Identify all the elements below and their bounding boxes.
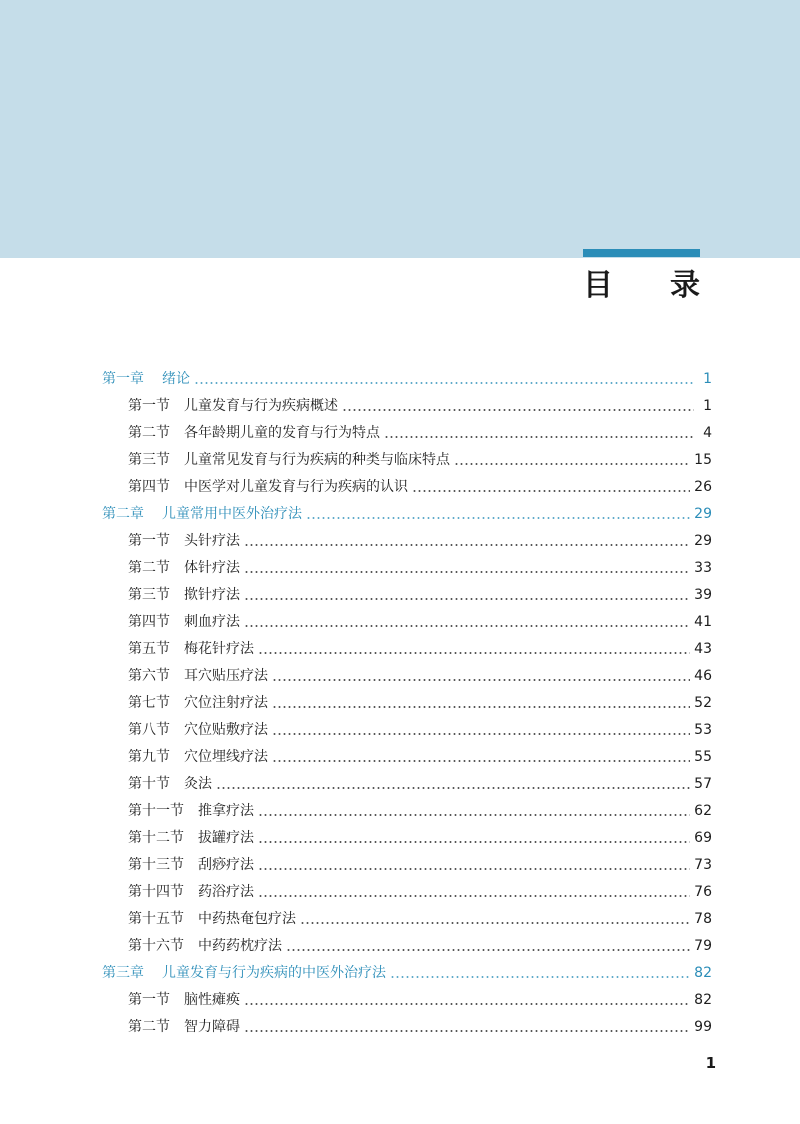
toc-dot-leader	[272, 706, 690, 708]
toc-dot-leader	[244, 1003, 690, 1005]
toc-section-row[interactable]	[128, 448, 712, 472]
toc-entry-page: 41	[694, 614, 712, 630]
toc-entry-title: 儿童常见发育与行为疾病的种类与临床特点	[184, 452, 450, 468]
toc-entry-number: 第二节	[128, 425, 170, 441]
toc-section-row[interactable]	[128, 475, 712, 499]
toc-entry-page: 29	[694, 533, 712, 549]
toc-entry-title: 灸法	[184, 776, 212, 792]
toc-entry-title: 儿童常用中医外治疗法	[162, 506, 302, 522]
toc-entry-page: 82	[694, 965, 712, 981]
toc-entry-title: 中药药枕疗法	[198, 938, 282, 954]
toc-dot-leader	[244, 544, 690, 546]
page-number: 1	[705, 1054, 716, 1072]
toc-section-row[interactable]	[128, 934, 712, 958]
toc-entry-page: 69	[694, 830, 712, 846]
toc-entry-number: 第四节	[128, 614, 170, 630]
toc-entry-number: 第九节	[128, 749, 170, 765]
toc-entry-number: 第一节	[128, 533, 170, 549]
toc-entry-number: 第十五节	[128, 911, 184, 927]
toc-section-row[interactable]	[128, 394, 712, 418]
toc-section-row[interactable]	[128, 421, 712, 445]
toc-dot-leader	[258, 868, 690, 870]
toc-dot-leader	[258, 895, 690, 897]
toc-entry-number: 第三章	[102, 965, 144, 981]
toc-entry-page: 1	[703, 371, 712, 387]
toc-section-row[interactable]	[128, 718, 712, 742]
toc-entry-number: 第七节	[128, 695, 170, 711]
toc-chapter-row[interactable]	[102, 367, 712, 391]
toc-entry-page: 43	[694, 641, 712, 657]
toc-entry-page: 82	[694, 992, 712, 1008]
toc-entry-number: 第十节	[128, 776, 170, 792]
toc-entry-number: 第一节	[128, 398, 170, 414]
toc-dot-leader	[258, 814, 690, 816]
toc-entry-title: 儿童发育与行为疾病概述	[184, 398, 338, 414]
toc-section-row[interactable]	[128, 880, 712, 904]
toc-entry-page: 1	[703, 398, 712, 414]
toc-entry-page: 4	[703, 425, 712, 441]
toc-entry-title: 药浴疗法	[198, 884, 254, 900]
title-char-1: 目	[583, 268, 613, 303]
toc-section-row[interactable]	[128, 745, 712, 769]
toc-dot-leader	[342, 409, 694, 411]
header-banner	[0, 0, 800, 258]
toc-entry-number: 第六节	[128, 668, 170, 684]
toc-entry-page: 46	[694, 668, 712, 684]
toc-entry-title: 刮痧疗法	[198, 857, 254, 873]
toc-entry-page: 52	[694, 695, 712, 711]
toc-section-row[interactable]	[128, 610, 712, 634]
toc-section-row[interactable]	[128, 988, 712, 1012]
toc-entry-title: 中医学对儿童发育与行为疾病的认识	[184, 479, 408, 495]
toc-entry-title: 中药热奄包疗法	[198, 911, 296, 927]
toc-dot-leader	[286, 949, 690, 951]
toc-dot-leader	[244, 598, 690, 600]
toc-dot-leader	[390, 976, 690, 978]
toc-entry-number: 第二章	[102, 506, 144, 522]
toc-entry-title: 刺血疗法	[184, 614, 240, 630]
toc-dot-leader	[272, 679, 690, 681]
toc-entry-title: 穴位注射疗法	[184, 695, 268, 711]
toc-dot-leader	[216, 787, 690, 789]
toc-dot-leader	[244, 571, 690, 573]
toc-dot-leader	[454, 463, 690, 465]
title-accent-bar	[583, 249, 700, 257]
toc-entry-title: 梅花针疗法	[184, 641, 254, 657]
toc-section-row[interactable]	[128, 772, 712, 796]
toc-section-row[interactable]	[128, 907, 712, 931]
toc-chapter-row[interactable]	[102, 961, 712, 985]
toc-dot-leader	[244, 1030, 690, 1032]
toc-chapter-row[interactable]	[102, 502, 712, 526]
toc-dot-leader	[272, 733, 690, 735]
toc-entry-number: 第十四节	[128, 884, 184, 900]
toc-section-row[interactable]	[128, 1015, 712, 1039]
toc-entry-title: 智力障碍	[184, 1019, 240, 1035]
toc-entry-number: 第一章	[102, 371, 144, 387]
toc-entry-page: 76	[694, 884, 712, 900]
toc-entry-page: 29	[694, 506, 712, 522]
toc-section-row[interactable]	[128, 583, 712, 607]
toc-entry-number: 第二节	[128, 1019, 170, 1035]
toc-entry-title: 耳穴贴压疗法	[184, 668, 268, 684]
toc-entry-page: 26	[694, 479, 712, 495]
toc-entry-page: 73	[694, 857, 712, 873]
toc-dot-leader	[258, 652, 690, 654]
toc-entry-page: 78	[694, 911, 712, 927]
toc-entry-page: 15	[694, 452, 712, 468]
toc-section-row[interactable]	[128, 799, 712, 823]
toc-entry-page: 62	[694, 803, 712, 819]
toc-entry-page: 39	[694, 587, 712, 603]
toc-dot-leader	[258, 841, 690, 843]
toc-entry-number: 第一节	[128, 992, 170, 1008]
toc-section-row[interactable]	[128, 529, 712, 553]
toc-entry-number: 第五节	[128, 641, 170, 657]
toc-entry-page: 79	[694, 938, 712, 954]
toc-entry-title: 穴位贴敷疗法	[184, 722, 268, 738]
page-title	[583, 262, 700, 302]
toc-entry-title: 头针疗法	[184, 533, 240, 549]
toc-entry-title: 拔罐疗法	[198, 830, 254, 846]
toc-entry-number: 第十二节	[128, 830, 184, 846]
toc-entry-title: 体针疗法	[184, 560, 240, 576]
toc-dot-leader	[412, 490, 690, 492]
toc-entry-number: 第二节	[128, 560, 170, 576]
toc-entry-number: 第三节	[128, 452, 170, 468]
toc-entry-page: 53	[694, 722, 712, 738]
toc-section-row[interactable]	[128, 664, 712, 688]
toc-dot-leader	[300, 922, 690, 924]
toc-entry-page: 33	[694, 560, 712, 576]
toc-section-row[interactable]	[128, 556, 712, 580]
toc-dot-leader	[272, 760, 690, 762]
toc-dot-leader	[244, 625, 690, 627]
toc-entry-page: 55	[694, 749, 712, 765]
toc-dot-leader	[306, 517, 690, 519]
toc-dot-leader	[384, 436, 694, 438]
toc-entry-number: 第四节	[128, 479, 170, 495]
toc-entry-number: 第三节	[128, 587, 170, 603]
toc-dot-leader	[194, 382, 694, 384]
toc-entry-title: 揿针疗法	[184, 587, 240, 603]
toc-section-row[interactable]	[128, 853, 712, 877]
toc-entry-number: 第八节	[128, 722, 170, 738]
toc-entry-title: 脑性瘫痪	[184, 992, 240, 1008]
toc-section-row[interactable]	[128, 826, 712, 850]
toc-entry-title: 绪论	[162, 371, 190, 387]
toc-entry-title: 推拿疗法	[198, 803, 254, 819]
toc-entry-page: 99	[694, 1019, 712, 1035]
toc-entry-title: 穴位埋线疗法	[184, 749, 268, 765]
toc-section-row[interactable]	[128, 691, 712, 715]
toc-entry-number: 第十三节	[128, 857, 184, 873]
toc-section-row[interactable]	[128, 637, 712, 661]
toc-entry-title: 儿童发育与行为疾病的中医外治疗法	[162, 965, 386, 981]
toc-entry-page: 57	[694, 776, 712, 792]
toc-entry-number: 第十一节	[128, 803, 184, 819]
title-char-2: 录	[670, 268, 700, 303]
toc-entry-title: 各年龄期儿童的发育与行为特点	[184, 425, 380, 441]
toc-entry-number: 第十六节	[128, 938, 184, 954]
